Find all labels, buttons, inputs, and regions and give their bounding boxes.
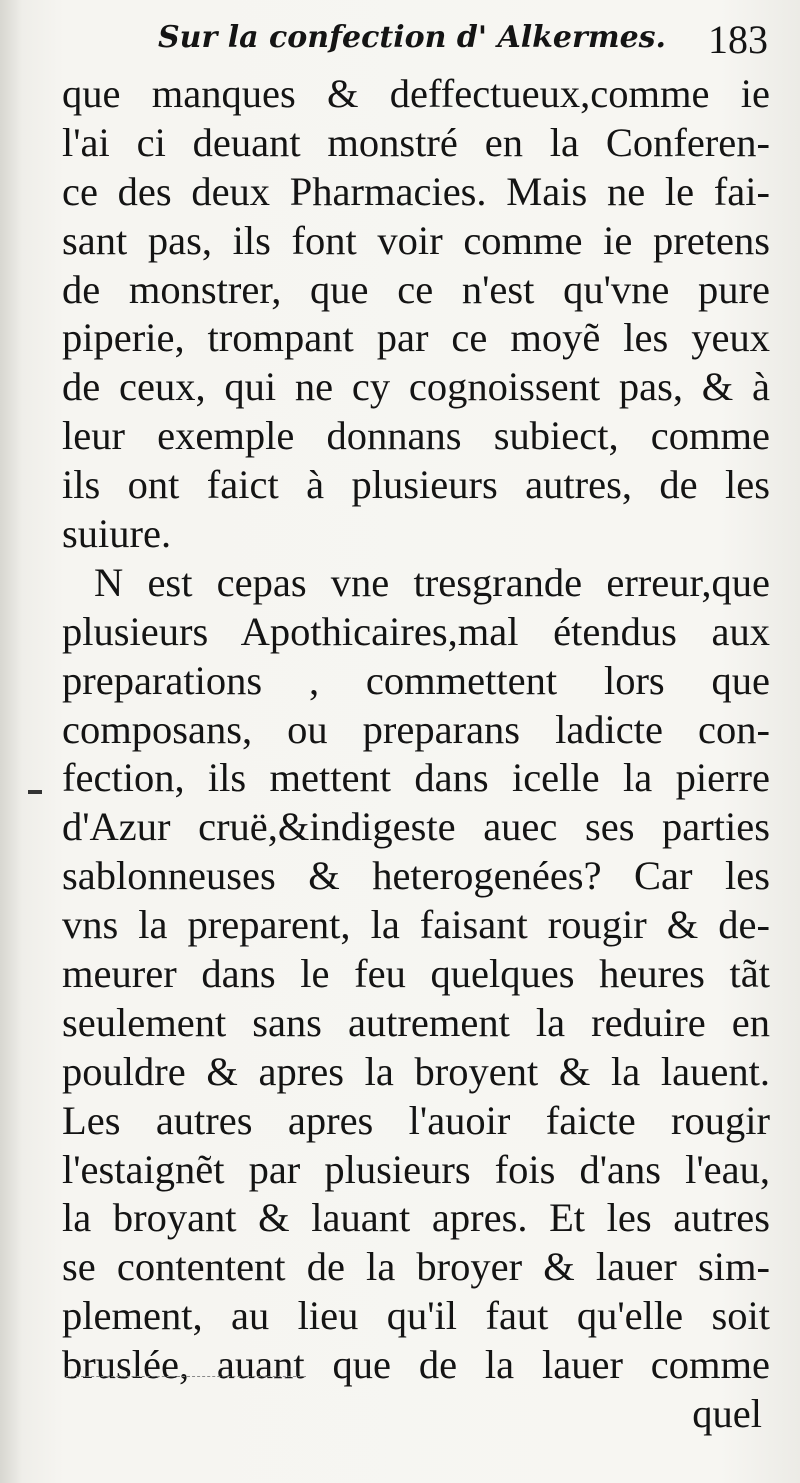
text-line: se contentent de la broyer & lauer sim- <box>62 1244 770 1290</box>
text-line: meurer dans le feu quelques heures tãt <box>62 951 770 997</box>
page-header <box>158 14 768 70</box>
footer-rule <box>66 1376 306 1378</box>
text-line: de monstrer, que ce n'est qu'vne pure <box>62 266 770 312</box>
text-line: plement, au lieu qu'il faut qu'elle soit <box>62 1293 770 1339</box>
text-line: vns la preparent, la faisant rougir & de- <box>62 902 770 948</box>
text-line: ils ont faict à plusieurs autres, de les <box>62 462 770 508</box>
page-number: 183 <box>708 17 768 62</box>
text-line: fection, ils mettent dans icelle la pierre <box>62 755 770 801</box>
text-line: l'estaignẽt par plusieurs fois d'ans l'eau, <box>62 1146 770 1192</box>
running-title: Sur la confection d' Alkermes. <box>158 20 666 55</box>
text-line: que manques & deffectueux,comme ie <box>62 71 770 116</box>
text-line: de ceux, qui ne cy cognoissent pas, & à <box>62 364 770 410</box>
text-line: bruslée, auant que de la lauer comme <box>62 1342 770 1388</box>
text-line: N est cepas vne tresgrande erreur,que <box>94 559 770 605</box>
text-line: la broyant & lauant apres. Et les autres <box>62 1195 770 1241</box>
margin-mark <box>28 790 42 794</box>
text-line: suiure. <box>62 511 172 557</box>
text-line: preparations , commettent lors que <box>62 657 770 703</box>
text-line: piperie, trompant par ce moyẽ les yeux <box>62 315 770 361</box>
catchword: quel <box>692 1391 762 1437</box>
text-line: composans, ou preparans ladicte con- <box>62 706 770 752</box>
text-line: ce des deux Pharmacies. Mais ne le fai- <box>62 168 770 214</box>
text-line: d'Azur cruë,&indigeste auec ses parties <box>62 804 770 850</box>
text-line: sant pas, ils font voir comme ie pretens <box>62 217 770 263</box>
text-line: sablonneuses & heterogenées? Car les <box>62 853 770 899</box>
text-line: seulement sans autrement la reduire en <box>62 999 770 1045</box>
text-line: plusieurs Apothicaires,mal étendus aux <box>62 608 770 654</box>
text-line: leur exemple donnans subiect, comme <box>62 413 770 459</box>
text-line: pouldre & apres la broyent & la lauent. <box>62 1048 770 1094</box>
text-line: l'ai ci deuant monstré en la Conferen- <box>62 119 770 165</box>
gutter-shadow <box>0 0 22 1483</box>
body-text <box>62 70 770 1439</box>
text-line: Les autres apres l'auoir faicte rougir <box>62 1097 770 1143</box>
